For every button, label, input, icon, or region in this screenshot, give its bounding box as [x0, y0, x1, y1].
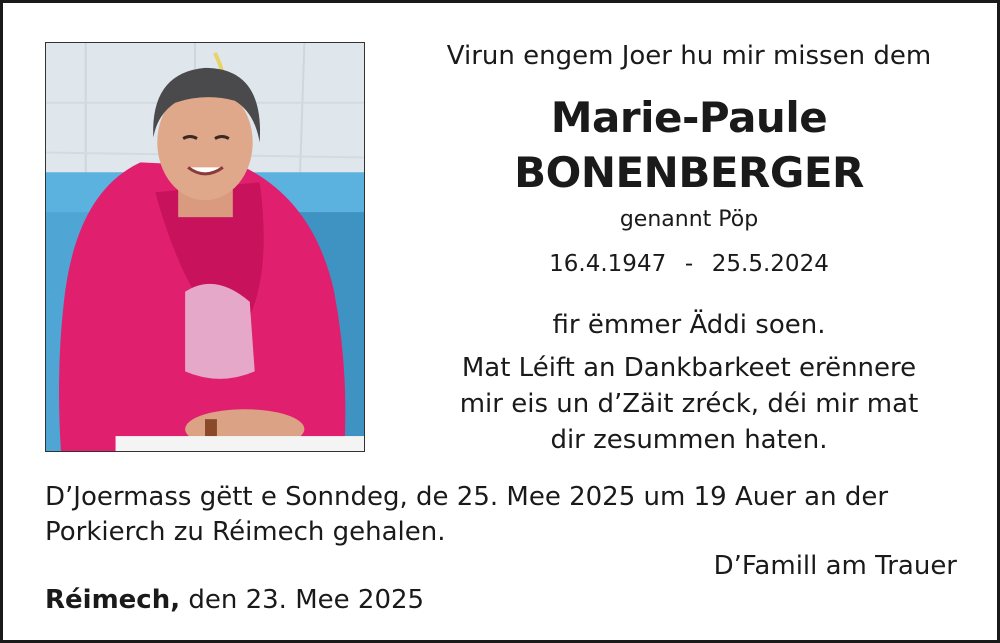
place-and-date [45, 583, 424, 618]
deceased-nickname: genannt Pöp [619, 207, 759, 232]
birth-date: 16.4.1947 [549, 251, 667, 277]
verse-line: dir zesummen haten. [550, 425, 828, 455]
remembrance-verse [395, 350, 983, 458]
date-separator: - [684, 251, 694, 277]
family-signature: D’Famill am Trauer [713, 551, 957, 581]
portrait-illustration [46, 43, 364, 451]
deceased-first-name: Marie-Paule [550, 93, 828, 142]
deceased-surname: BONENBERGER [514, 148, 864, 197]
mass-line: Porkierch zu Réimech gehalen. [45, 517, 446, 547]
notice-date: den 23. Mee 2025 [188, 585, 425, 615]
intro-line: Virun engem Joer hu mir missen dem [446, 41, 932, 71]
portrait-photo [45, 42, 365, 452]
death-date: 25.5.2024 [711, 251, 829, 277]
verse-line: mir eis un d’Zäit zréck, déi mir mat [459, 389, 919, 419]
memorial-mass-announcement [45, 480, 975, 550]
farewell-line: fir ëmmer Äddi soen. [552, 310, 826, 340]
place-name: Réimech, [45, 585, 181, 615]
life-dates [395, 249, 983, 279]
verse-line: Mat Léift an Dankbarkeet erënnere [461, 353, 917, 383]
mass-line: D’Joermass gëtt e Sonndeg, de 25. Mee 2025 um 19 Auer an der [45, 482, 889, 512]
